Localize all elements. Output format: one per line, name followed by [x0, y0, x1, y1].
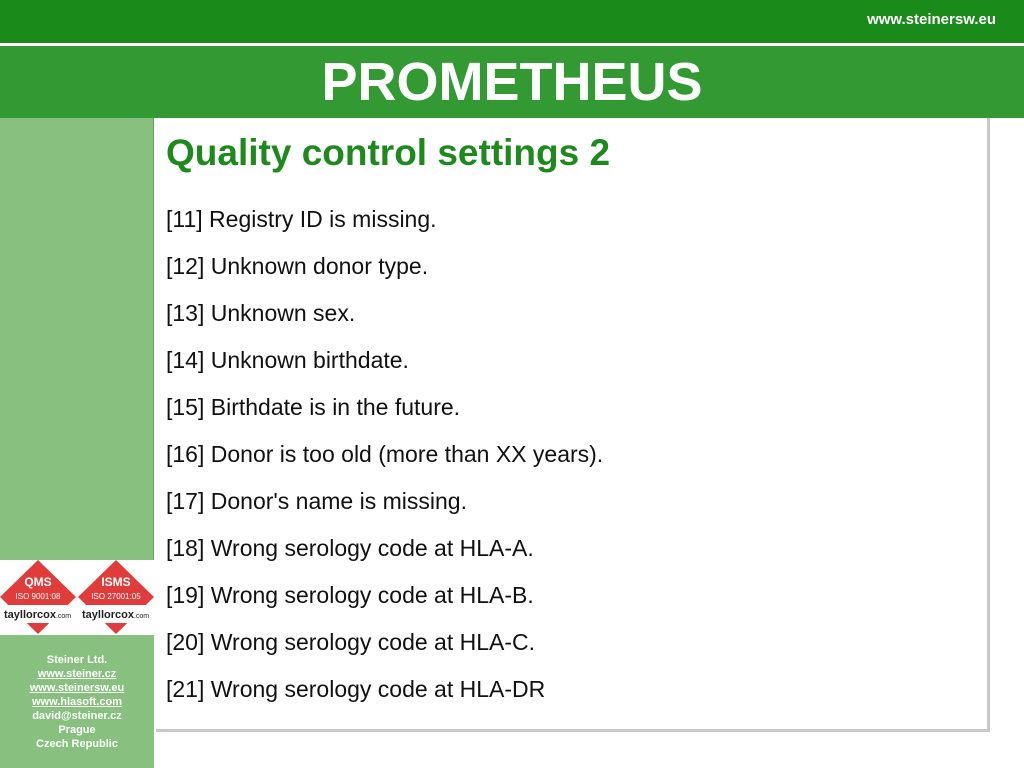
list-item: [11] Registry ID is missing. — [166, 206, 437, 232]
title-bar — [0, 46, 1024, 118]
app-title: PROMETHEUS — [321, 52, 703, 112]
contact-email: david@steiner.cz — [32, 710, 122, 722]
badge-issuer: tayllorcox.com — [82, 609, 150, 621]
link-steiner-cz[interactable]: www.steiner.cz — [37, 668, 117, 680]
badge-standard: ISO 9001:08 — [15, 592, 61, 601]
link-hlasoft-com[interactable]: www.hlasoft.com — [31, 696, 123, 708]
list-item: [15] Birthdate is in the future. — [166, 394, 461, 420]
top-bar — [0, 0, 1024, 43]
list-item: [20] Wrong serology code at HLA-C. — [166, 629, 536, 655]
sidebar-contact — [0, 635, 154, 768]
isms-certification-badge — [78, 560, 154, 635]
contact-country: Czech Republic — [36, 738, 118, 750]
contact-city: Prague — [58, 724, 96, 736]
list-item: [19] Wrong serology code at HLA-B. — [166, 582, 534, 608]
list-item: [12] Unknown donor type. — [166, 253, 429, 279]
list-item: [18] Wrong serology code at HLA-A. — [166, 535, 534, 561]
link-steinersw-eu[interactable]: www.steinersw.eu — [29, 682, 125, 694]
badge-issuer: tayllorcox.com — [4, 609, 72, 621]
content-panel — [156, 118, 990, 732]
slide-title: Quality control settings 2 — [166, 132, 611, 173]
list-item: [17] Donor's name is missing. — [166, 488, 467, 514]
certification-badges — [0, 560, 154, 635]
contact-info — [0, 653, 154, 751]
quality-check-list — [166, 204, 603, 721]
site-url[interactable]: www.steinersw.eu — [867, 11, 996, 28]
sidebar-top — [0, 118, 154, 560]
badge-standard: ISO 27001:05 — [91, 592, 141, 601]
badge-name: ISMS — [101, 575, 131, 589]
company-name: Steiner Ltd. — [46, 654, 108, 666]
list-item: [16] Donor is too old (more than XX years). — [166, 441, 604, 467]
list-item: [13] Unknown sex. — [166, 300, 356, 326]
qms-certification-badge — [0, 560, 76, 635]
list-item: [21] Wrong serology code at HLA-DR — [166, 676, 546, 702]
list-item: [14] Unknown birthdate. — [166, 347, 409, 373]
badge-name: QMS — [24, 575, 52, 589]
